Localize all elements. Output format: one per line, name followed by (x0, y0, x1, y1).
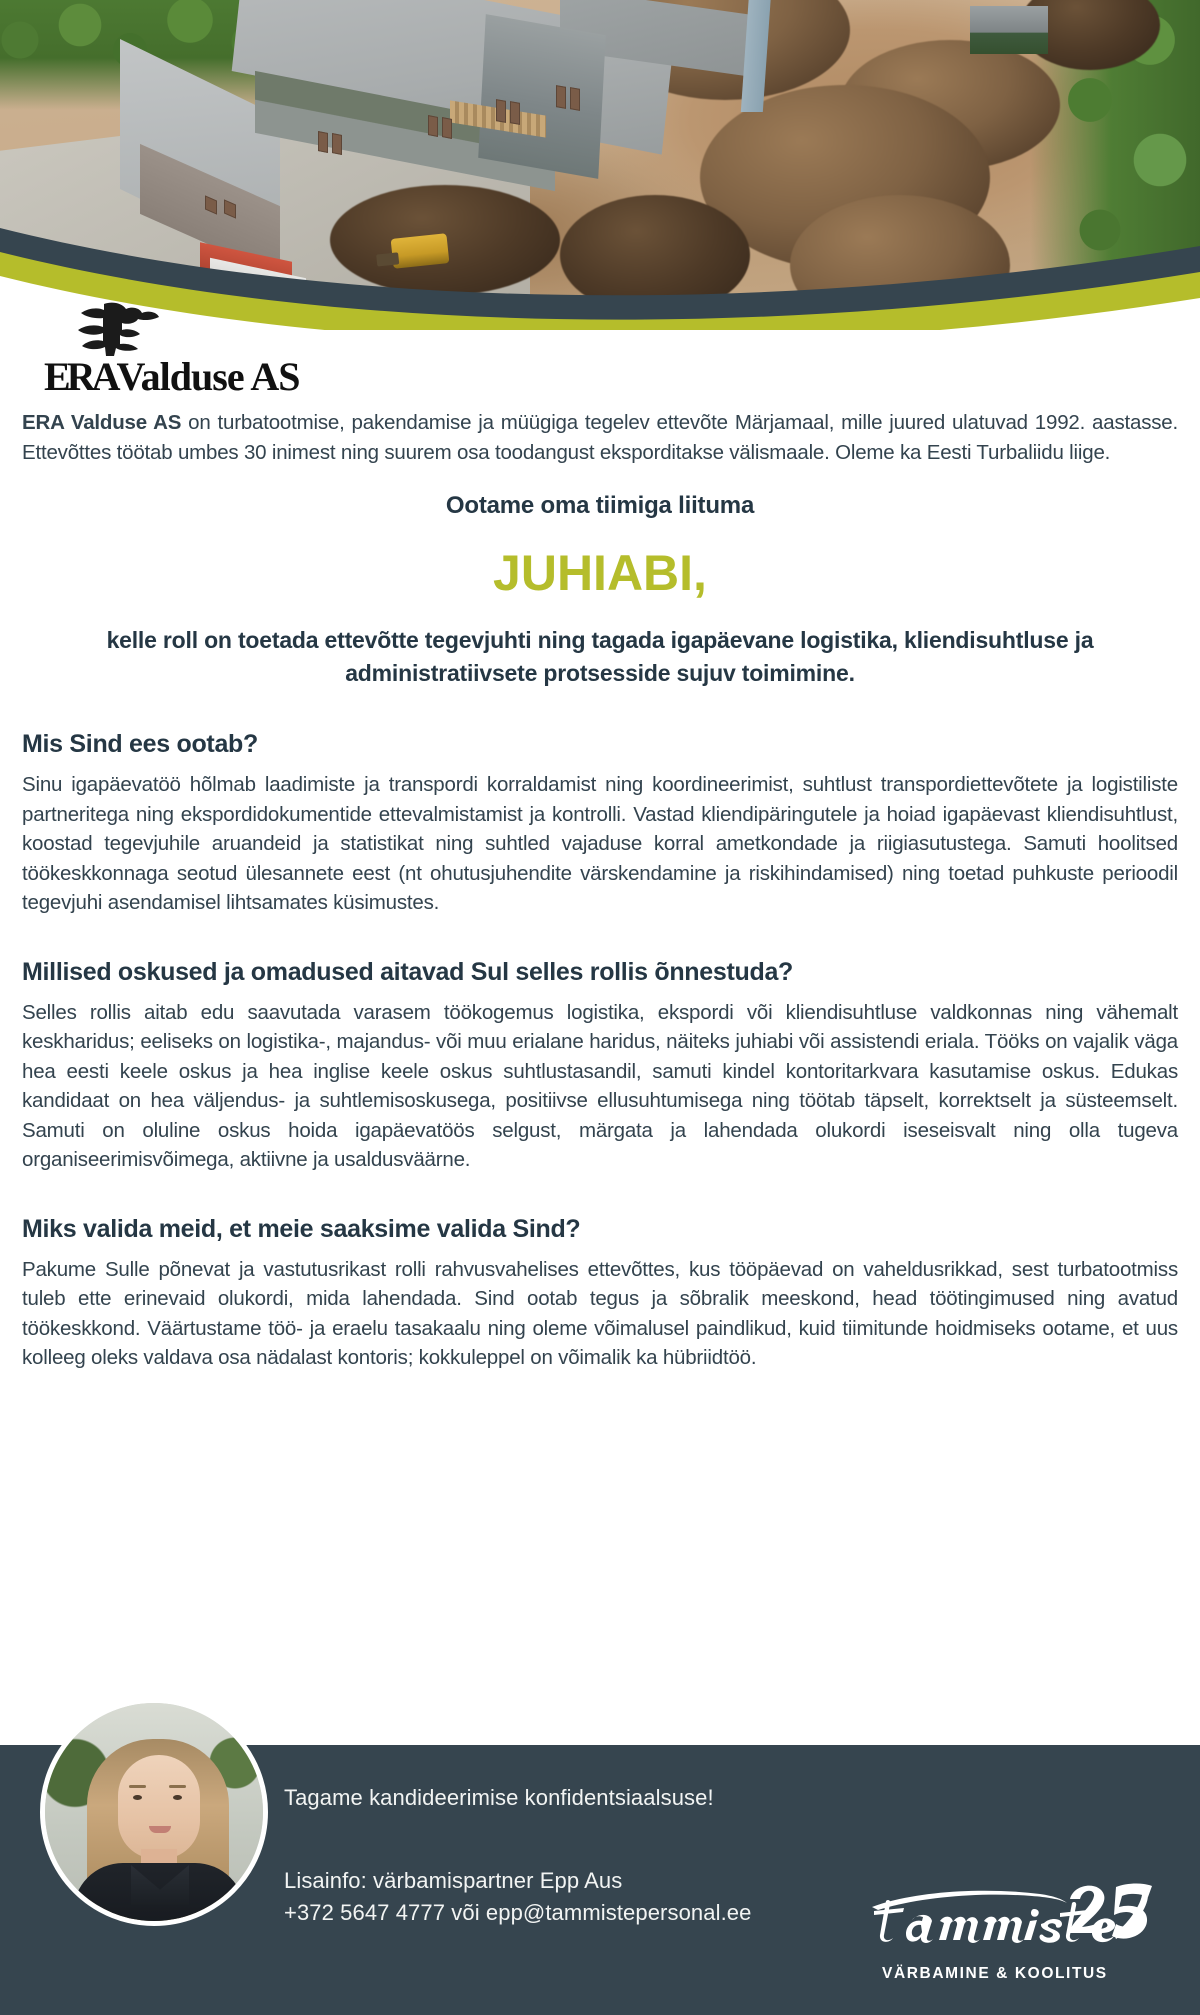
footer-contact-bar (0, 1745, 1200, 2015)
section-body-why-us: Pakume Sulle põnevat ja vastutusrikast rolli rahvusvahelises ettevõttes, kus tööpäevad on vaheldusrikkad, sest turbatootmiss tuleb ette erinevaid olukordi, mida lahendada. Sind ootab tegus ja sõbralik meeskond, head töötingimused ning avatud töökeskkond. Väärtustame töö- ja eraelu tasakaalu ning oleme võimalusel paindlikud, kuid tiimitunde hoidmiseks ootame, et uus kolleeg oleks valdava osa nädalast kontoris; kokkuleppel on võimalik ka hübriidtöö. (22, 1257, 1178, 1369)
recruiter-avatar (40, 1698, 268, 1926)
tammiste-wordmark-icon (864, 1877, 1164, 1963)
tree-icon (58, 300, 178, 360)
footer-text-block (284, 1785, 844, 1929)
section-heading-skills: Millised oskused ja omadused aitavad Sul selles rollis õnnestuda? (22, 957, 794, 986)
section-body-responsibilities: Sinu igapäevatöö hõlmab laadimiste ja transpordi korraldamist ning koordineerimist, suhtlust transpordiettevõtete ja logistiliste partneritega ning ekspordidokumentide ettevalmistamist ja kontrolli. Vastad kliendipäringutele ja hoiad igapäevast kliendisuhtlust, koostad tegevjuhile aruandeid ja statistikat ning suhtled vajaduse korral ametkondade ja riigiasutustega. Samuti hoolitsed töökeskkonnaga seotud ülesannete eest (nt ohutusjuhendite värskendamine ja riskihindamised) ning toetad puhkuste perioodil tegevjuhi asendamisel lihtsamates küsimustes. (22, 773, 1178, 914)
window (496, 99, 506, 123)
company-name (44, 353, 300, 400)
window (318, 131, 328, 153)
recruiter-photo (45, 1703, 263, 1921)
factory-wall-tall (478, 14, 606, 179)
window (428, 115, 438, 137)
intro-paragraph (22, 408, 1178, 468)
portrait-brow-right (169, 1785, 186, 1788)
intro-rest-text: on turbatootmise, pakendamise ja müügiga tegelev ettevõte Märjamaal, mille juured ulatuvad 1992. aastasse. Ettevõttes töötab umbes 30 inimest ning suurem osa toodangust eksporditakse välismaale. Oleme ka Eesti Turbaliidu liige. (22, 411, 1178, 464)
section-heading-responsibilities: Mis Sind ees ootab? (22, 730, 258, 758)
intro-company-bold: ERA Valduse AS (22, 411, 182, 434)
portrait-brow-left (129, 1785, 146, 1788)
confidentiality-note: Tagame kandideerimise konfidentsiaalsuse! (284, 1785, 714, 1810)
window (570, 87, 580, 111)
logo-name-text: Valduse AS (116, 354, 300, 399)
job-role-description: kelle roll on toetada ettevõtte tegevjuhti ning tagada igapäevane logistika, kliendisuhtluse ja administratiivsete protsesside sujuv toimimine. (106, 627, 1094, 686)
contact-person: Lisainfo: värbamispartner Epp Aus (284, 1868, 623, 1893)
portrait-mouth (149, 1826, 171, 1833)
portrait-eye-right (173, 1795, 182, 1800)
portrait-face (118, 1755, 200, 1859)
section-heading-why-us: Miks valida meid, et meie saaksime valida Sind? (22, 1214, 581, 1243)
contact-info (284, 1865, 844, 1929)
window (332, 133, 342, 155)
agency-logo (864, 1877, 1164, 1981)
agency-tagline: VÄRBAMINE & KOOLITUS (882, 1965, 1108, 1982)
section-body-skills: Selles rollis aitab edu saavutada varasem töökogemus logistika, ekspordi või kliendisuhtluse valdkonnas ning vähemalt keskharidus; eeliseks on logistika-, majandus- või muu erialane haridus, näiteks juhiabi või assistendi eriala. Tööks on vajalik väga hea eesti keele oskus ja hea inglise keele oskus suhtlustasandil, samuti kindel kontoritarkvara kasutamise oskus. Edukas kandidaat on hea väljendus- ja suhtlemisoskusega, positiivse ellusuhtumisega ning töötab täpselt, korrektselt ja süsteemselt. Samuti on oluline oskus hoida igapäevatöös selgust, märgata ja lahendada olukordi iseseisvalt ning olla tugeva organiseerimisvõimega, aktiivne ja usaldusväärne. (22, 1000, 1178, 1171)
company-logo (22, 300, 442, 405)
side-shed (970, 6, 1048, 54)
contact-phone-email[interactable]: +372 5647 4777 või epp@tammistepersonal.ee (284, 1900, 752, 1925)
window (442, 117, 452, 139)
portrait-eye-left (133, 1795, 142, 1800)
window (556, 85, 566, 109)
logo-era-text: ERA (44, 354, 117, 399)
window (510, 101, 520, 125)
main-content (0, 408, 1200, 1373)
job-title: JUHIABI, (493, 545, 707, 601)
lead-pre-text: Ootame oma tiimiga liituma (445, 492, 755, 519)
hero-banner (0, 0, 1200, 330)
